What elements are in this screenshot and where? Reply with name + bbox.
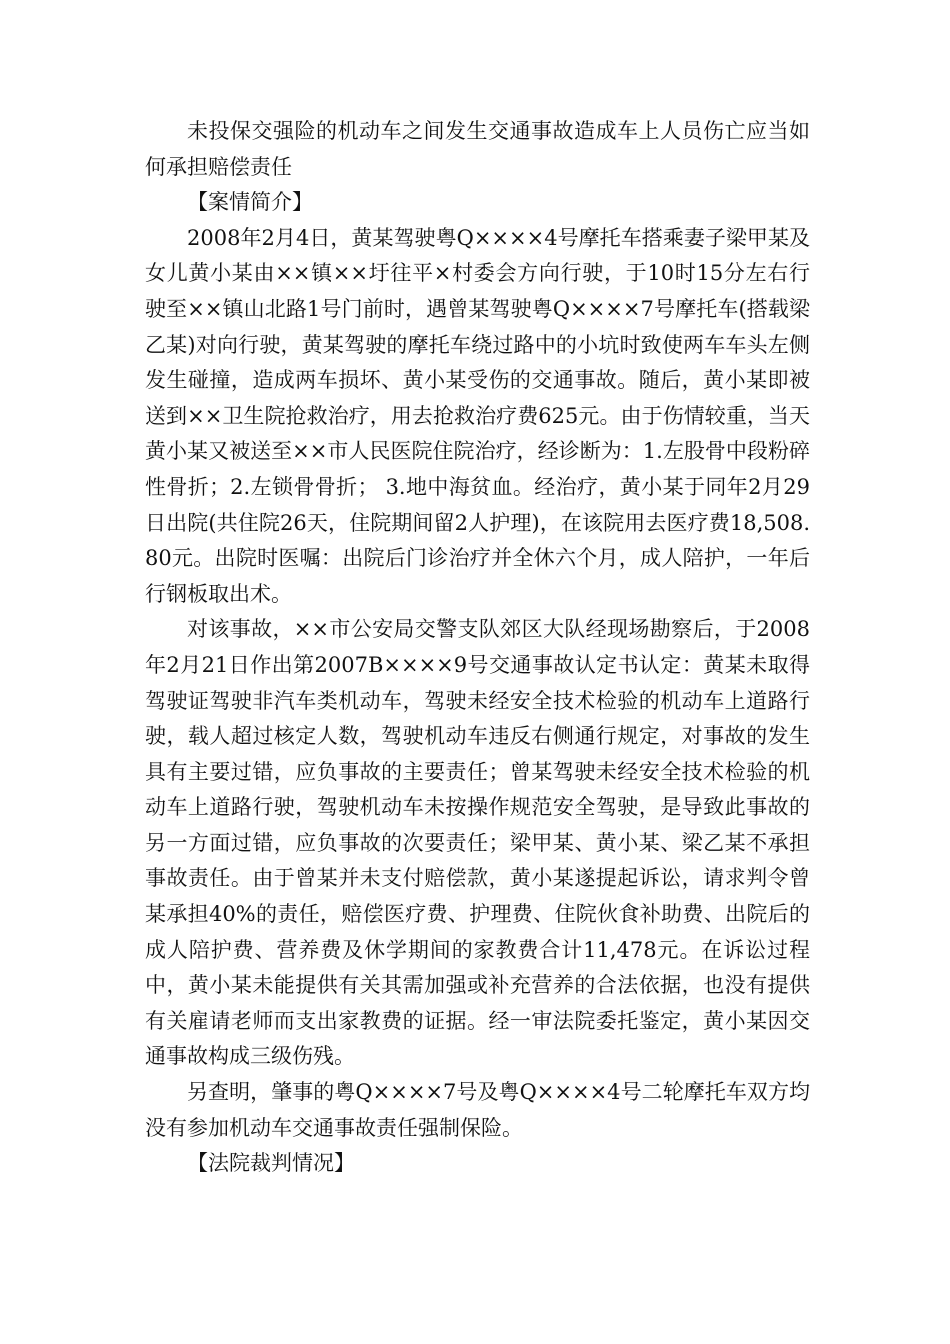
paragraph-police-finding: 对该事故，××市公安局交警支队郊区大队经现场勘察后，于2008年2月21日作出第2007B××××9号交通事故认定书认定：黄某未取得驾驶证驾驶非汽车类机动车，驾驶未经安全技术检验的机动车上道路行驶，载人超过核定人数，驾驶机动车违反右侧通行规定，对事故的发生具有主要过错，应负事故的主要责任；曾某驾驶未经安全技术检验的机动车上道路行驶，驾驶机动车未按操作规范安全驾驶，是导致此事故的另一方面过错，应负事故的次要责任；梁甲某、黄小某、梁乙某不承担事故责任。由于曾某并未支付赔偿款，黄小某遂提起诉讼，请求判令曾某承担40%的责任，赔偿医疗费、护理费、住院伙食补助费、出院后的成人陪护费、营养费及休学期间的家教费合计11,478元。在诉讼过程中，黄小某未能提供有关其需加强或补充营养的合法依据，也没有提供有关雇请老师而支出家教费的证据。经一审法院委托鉴定，黄小某因交通事故构成三级伤残。: [145, 617, 810, 1069]
court-ruling-heading: 【法院裁判情况】: [187, 1151, 355, 1176]
paragraph-accident-facts: 2008年2月4日，黄某驾驶粤Q××××4号摩托车搭乘妻子梁甲某及女儿黄小某由××镇××圩往平×村委会方向行驶，于10时15分左右行驶至××镇山北路1号门前时，遇曾某驾驶粤Q××××7号摩托车(搭载梁乙某)对向行驶，黄某驾驶的摩托车绕过路中的小坑时致使两车车头左侧发生碰撞，造成两车损坏、黄小某受伤的交通事故。随后，黄小某即被送到××卫生院抢救治疗，用去抢救治疗费625元。由于伤情较重，当天黄小某又被送至××市人民医院住院治疗，经诊断为：1.左股骨中段粉碎性骨折；2.左锁骨骨折； 3.地中海贫血。经治疗，黄小某于同年2月29日出院(共住院26天，住院期间留2人护理)，在该院用去医疗费18,508.80元。出院时医嘱：出院后门诊治疗并全休六个月，成人陪护，一年后行钢板取出术。: [145, 225, 810, 606]
document-body: [145, 114, 810, 1182]
document-title: 未投保交强险的机动车之间发生交通事故造成车上人员伤亡应当如何承担赔偿责任: [145, 119, 810, 179]
case-summary-heading: 【案情简介】: [187, 190, 313, 215]
paragraph-insurance-fact: 另查明，肇事的粤Q××××7号及粤Q××××4号二轮摩托车双方均没有参加机动车交通事故责任强制保险。: [145, 1080, 810, 1140]
